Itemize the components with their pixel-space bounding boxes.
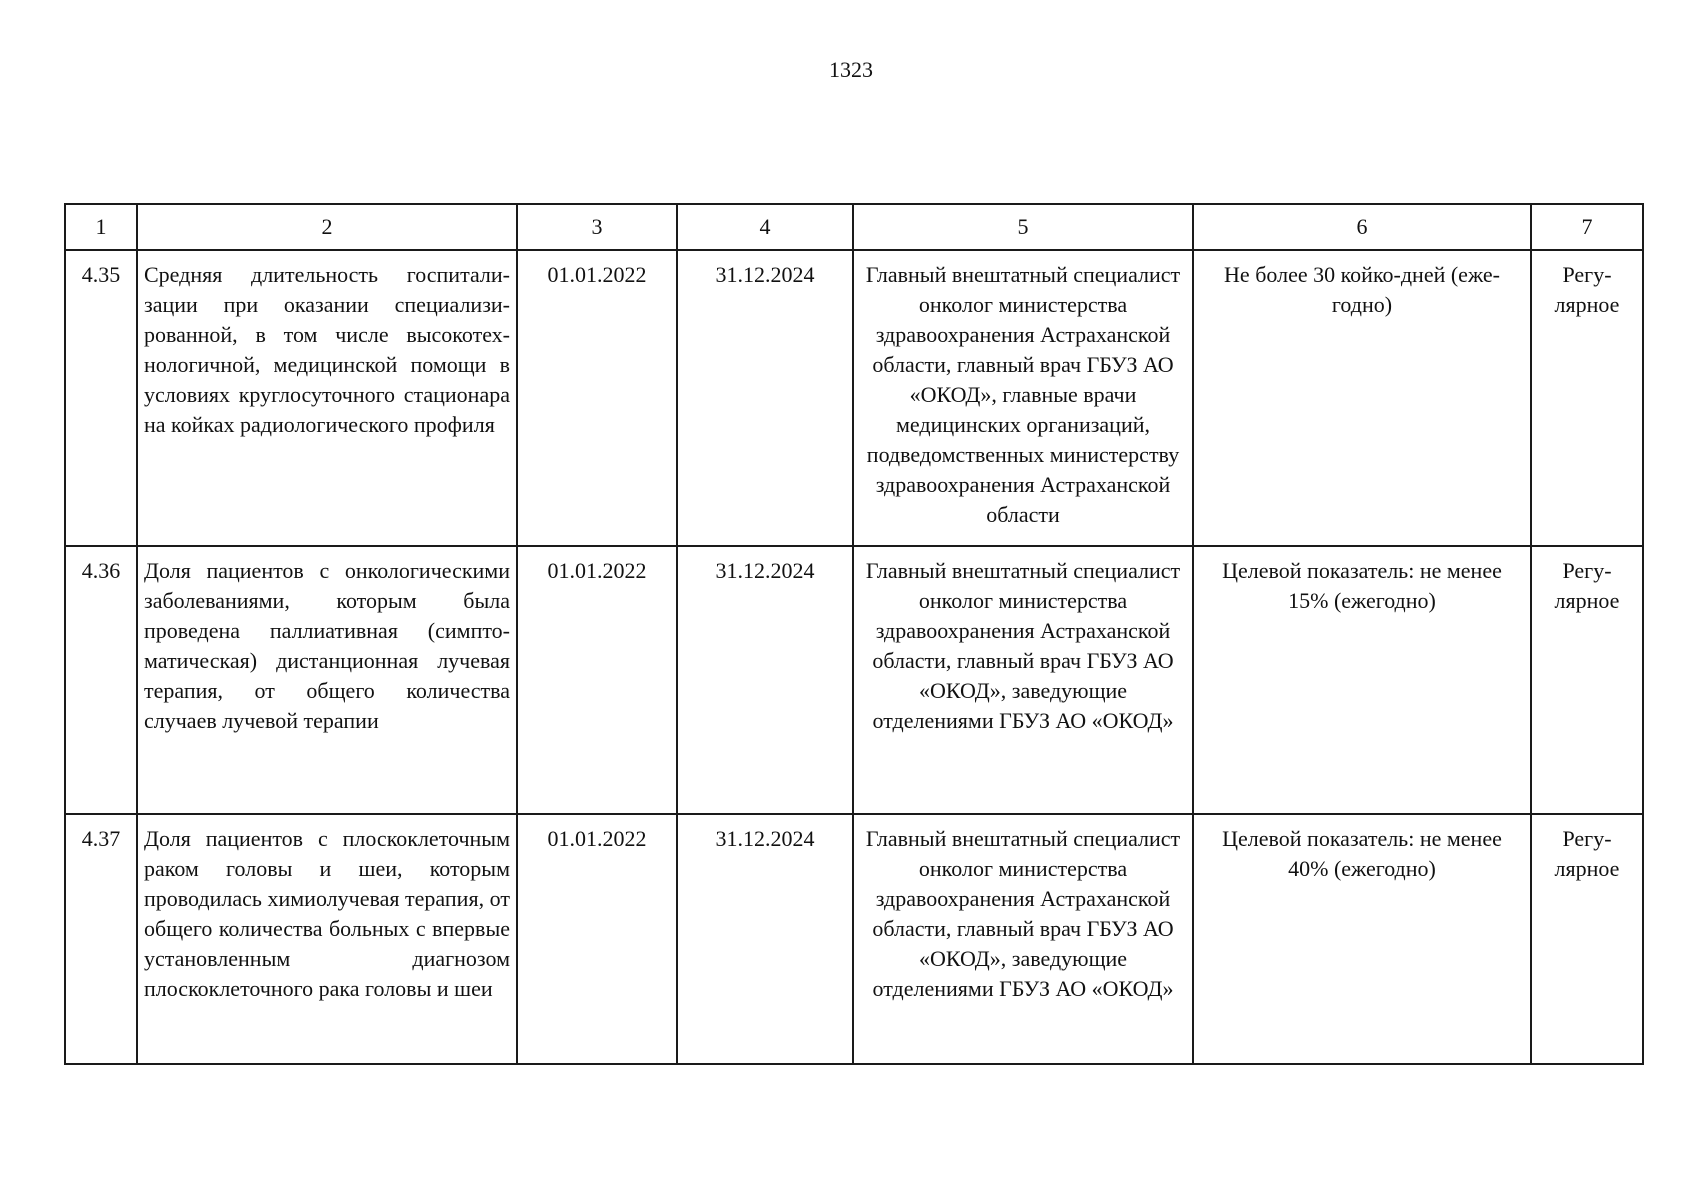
responsible: Главный внештатный специалист онколог министерства здравоохранения Астраханской области, главный врач ГБУЗ АО «ОКОД», заведующие отделениями ГБУЗ АО «ОКОД» bbox=[853, 814, 1193, 1064]
page-number: 1323 bbox=[829, 57, 873, 82]
header-col-1: 1 bbox=[65, 204, 137, 250]
event-type: Регулярное bbox=[1531, 250, 1643, 546]
header-col-6: 6 bbox=[1193, 204, 1531, 250]
responsible: Главный внештатный специалист онколог министерства здравоохранения Астраханской области, главный врач ГБУЗ АО «ОКОД», заведующие отделениями ГБУЗ АО «ОКОД» bbox=[853, 546, 1193, 814]
table-row bbox=[65, 814, 1643, 1064]
target-value: Целевой показатель: не менее 15% (ежегодно) bbox=[1193, 546, 1531, 814]
end-date: 31.12.2024 bbox=[677, 814, 853, 1064]
header-col-2: 2 bbox=[137, 204, 517, 250]
end-date: 31.12.2024 bbox=[677, 250, 853, 546]
start-date: 01.01.2022 bbox=[517, 546, 677, 814]
responsible: Главный внештатный специалист онколог министерства здравоохранения Астраханской области, главный врач ГБУЗ АО «ОКОД», главные врачи медицинских организаций, подведомственных министерству здравоохранения Астраханской области bbox=[853, 250, 1193, 546]
header-col-7: 7 bbox=[1531, 204, 1643, 250]
row-number: 4.37 bbox=[65, 814, 137, 1064]
start-date: 01.01.2022 bbox=[517, 814, 677, 1064]
target-value: Целевой показатель: не менее 40% (ежегодно) bbox=[1193, 814, 1531, 1064]
measures-table bbox=[64, 203, 1644, 1065]
table-row bbox=[65, 546, 1643, 814]
start-date: 01.01.2022 bbox=[517, 250, 677, 546]
header-row bbox=[65, 204, 1643, 250]
target-value: Не более 30 койко-дней (ежегодно) bbox=[1193, 250, 1531, 546]
row-number: 4.36 bbox=[65, 546, 137, 814]
header-col-5: 5 bbox=[853, 204, 1193, 250]
indicator-name: Средняя длительность госпитализации при оказании специализированной, в том числе высокотехнологичной, медицинской помощи в условиях круглосуточного стационара на койках радиологического профиля bbox=[137, 250, 517, 546]
event-type: Регулярное bbox=[1531, 546, 1643, 814]
indicator-name: Доля пациентов с плоскоклеточным раком головы и шеи, которым проводилась химиолучевая терапия, от общего количества больных с впервые установленным диагнозом плоскоклеточного рака головы и шеи bbox=[137, 814, 517, 1064]
event-type: Регулярное bbox=[1531, 814, 1643, 1064]
table-row bbox=[65, 250, 1643, 546]
header-col-4: 4 bbox=[677, 204, 853, 250]
end-date: 31.12.2024 bbox=[677, 546, 853, 814]
indicator-name: Доля пациентов с онкологическими заболеваниями, которым была проведена паллиативная (симптоматическая) дистанционная лучевая терапия, от общего количества случаев лучевой терапии bbox=[137, 546, 517, 814]
row-number: 4.35 bbox=[65, 250, 137, 546]
header-col-3: 3 bbox=[517, 204, 677, 250]
